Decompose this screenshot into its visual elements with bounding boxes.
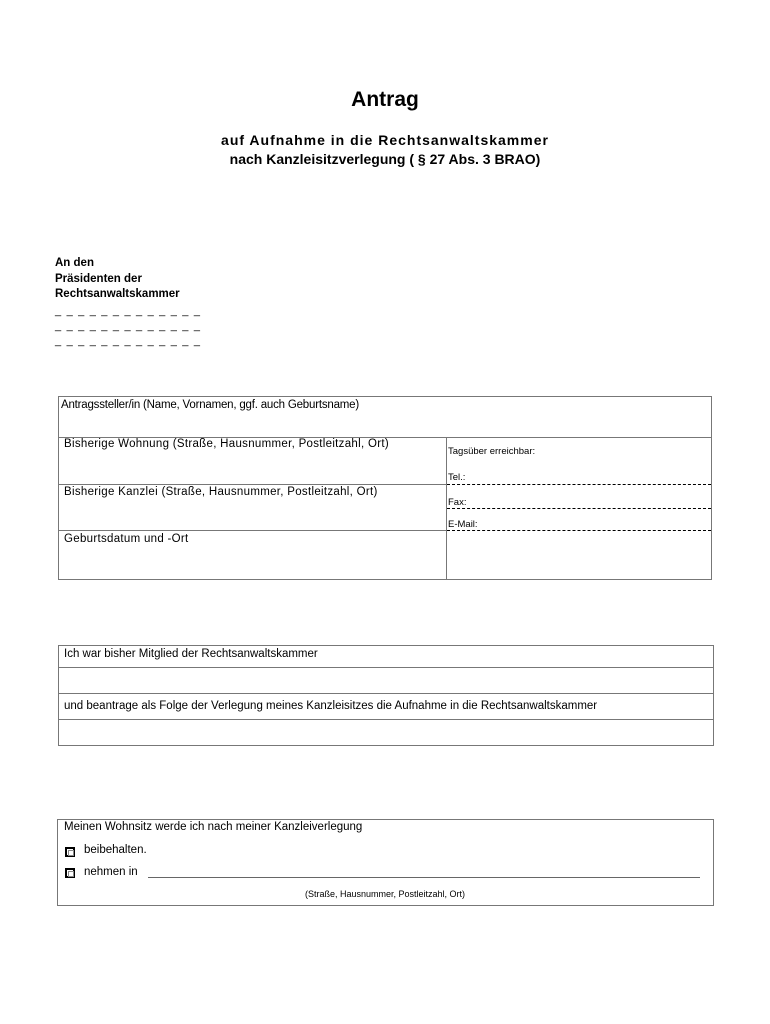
addressee-line: Rechtsanwaltskammer xyxy=(55,288,180,300)
addressee-blank-line[interactable]: _ _ _ _ _ _ _ _ _ _ _ _ _ xyxy=(55,305,202,317)
table-divider xyxy=(58,693,714,694)
addressee-blank-line[interactable]: _ _ _ _ _ _ _ _ _ _ _ _ _ xyxy=(55,335,202,347)
take-residence-checkbox[interactable] xyxy=(65,868,75,878)
addressee-blank-line[interactable]: _ _ _ _ _ _ _ _ _ _ _ _ _ xyxy=(55,320,202,332)
addressee-line: An den xyxy=(55,257,94,269)
previous-office-field[interactable]: Bisherige Kanzlei (Straße, Hausnummer, Postleitzahl, Ort) xyxy=(64,486,378,498)
addressee-block xyxy=(55,256,180,303)
table-divider xyxy=(58,530,447,531)
email-field[interactable] xyxy=(447,530,711,531)
birth-date-place-field[interactable]: Geburtsdatum und -Ort xyxy=(64,533,189,545)
take-residence-label: nehmen in xyxy=(84,866,138,878)
fax-label: Fax: xyxy=(448,497,467,508)
previous-residence-field[interactable]: Bisherige Wohnung (Straße, Hausnummer, Postleitzahl, Ort) xyxy=(64,438,389,450)
page-subtitle: auf Aufnahme in die Rechtsanwaltskammer xyxy=(221,132,549,148)
reachable-label: Tagsüber erreichbar: xyxy=(448,446,536,457)
new-chamber-field[interactable] xyxy=(59,720,713,745)
residence-intro: Meinen Wohnsitz werde ich nach meiner Kanzleiverlegung xyxy=(64,821,363,833)
tel-label: Tel.: xyxy=(448,472,466,483)
page-subtitle-law-reference: nach Kanzleisitzverlegung ( § 27 Abs. 3 BRAO) xyxy=(229,151,541,167)
new-residence-address-field[interactable] xyxy=(148,877,700,878)
applicant-name-field[interactable]: Antragssteller/in (Name, Vornamen, ggf. auch Geburtsname) xyxy=(61,399,359,411)
keep-residence-checkbox[interactable] xyxy=(65,847,75,857)
previous-membership-label: Ich war bisher Mitglied der Rechtsanwaltskammer xyxy=(64,648,318,660)
addressee-line: Präsidenten der xyxy=(55,272,142,285)
fax-field[interactable] xyxy=(447,508,711,509)
keep-residence-label: beibehalten. xyxy=(84,844,147,856)
application-statement: und beantrage als Folge der Verlegung meines Kanzleisitzes die Aufnahme in die Rechtsanwaltskammer xyxy=(64,700,598,712)
email-label: E-Mail: xyxy=(448,519,478,530)
page-title: Antrag xyxy=(351,88,419,111)
table-divider xyxy=(58,484,447,485)
address-hint: (Straße, Hausnummer, Postleitzahl, Ort) xyxy=(304,889,466,899)
previous-chamber-field[interactable] xyxy=(59,668,713,692)
tel-field[interactable] xyxy=(447,484,711,485)
